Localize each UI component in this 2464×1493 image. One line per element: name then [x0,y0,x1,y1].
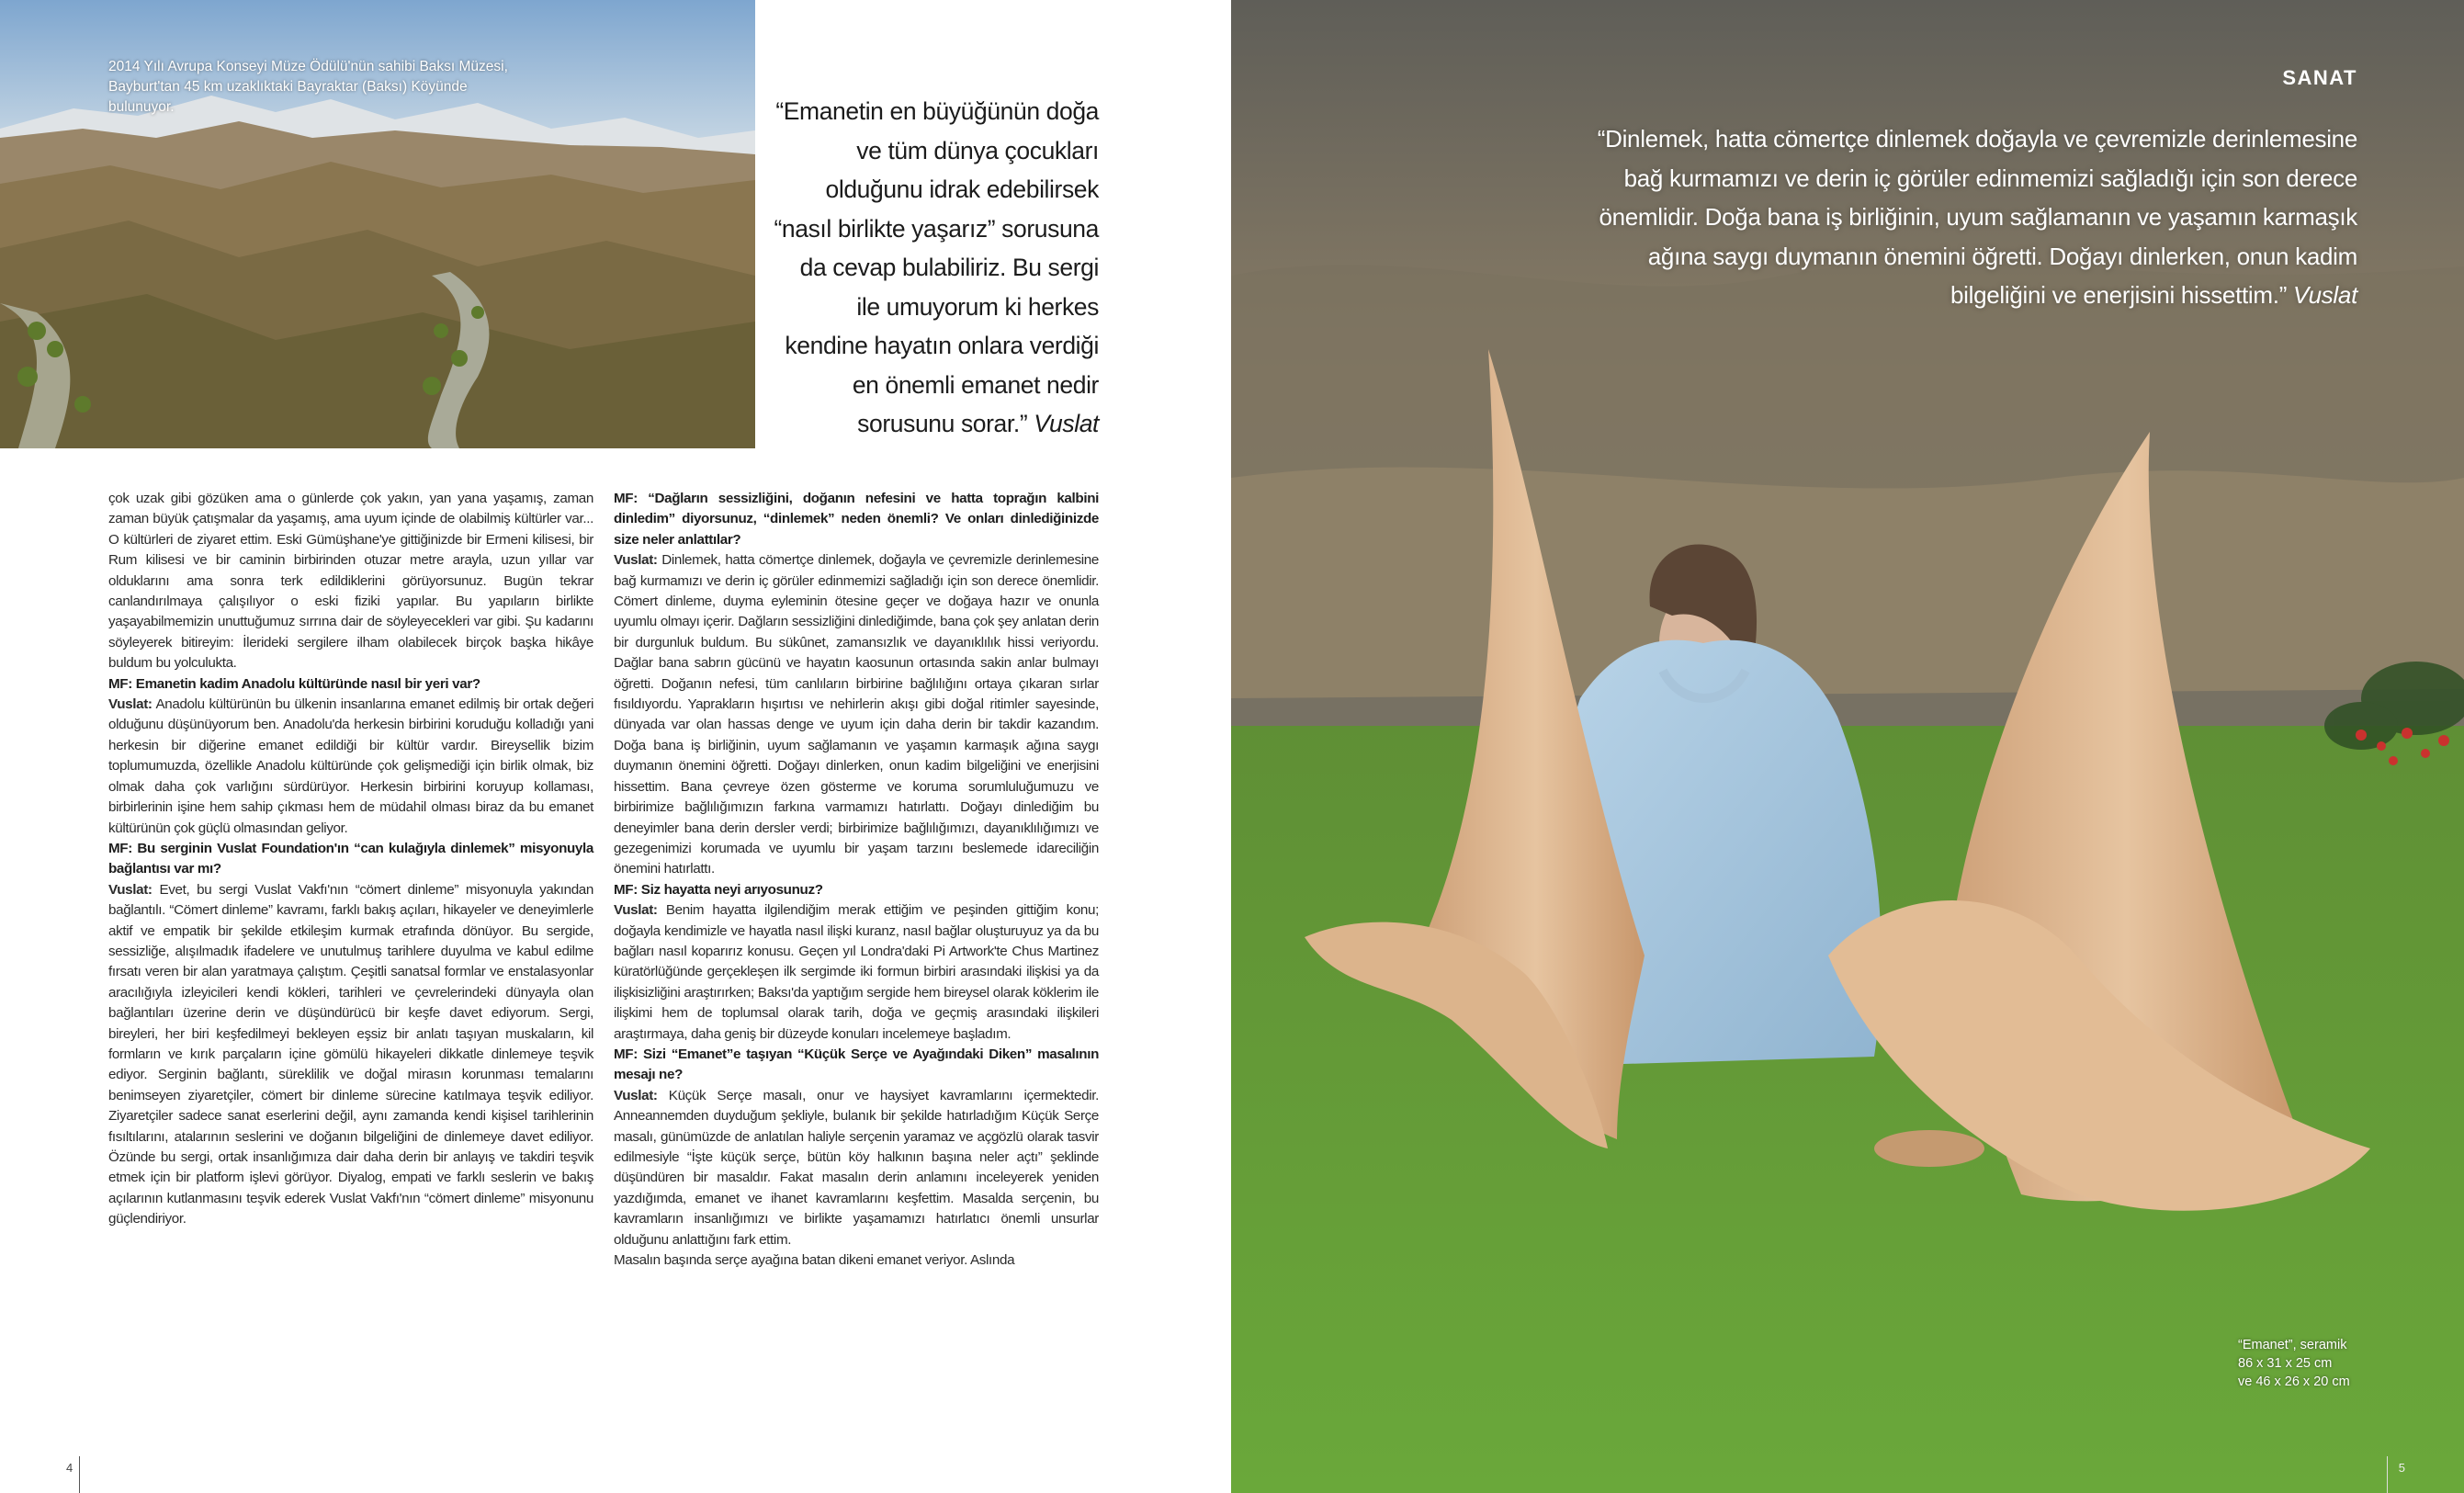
speaker-label: Vuslat: [614,1087,658,1103]
pull-quote-right [1567,119,2357,315]
interview-answer [614,1086,1099,1250]
section-label: SANAT [2282,66,2357,89]
article-column-right [614,489,1099,1271]
interview-question: MF: Bu serginin Vuslat Foundation'ın “can kulağıyla dinlemek” misyonuyla bağlantısı var mı? [108,840,593,877]
artwork-caption [2238,1336,2385,1391]
pull-quote-left [772,92,1099,444]
artwork-dimensions-2: ve 46 x 26 x 20 cm [2238,1374,2350,1389]
pull-quote-signature: Vuslat [1034,410,1099,437]
pull-quote-text: “Dinlemek, hatta cömertçe dinlemek doğayla ve çevremizle derinlemesine bağ kurmamızı ve derin iç görüler edinmemizi sağladığı için son derece önemlidir. Doğa bana iş birliğinin, uyum sağlamanın ve yaşamın karmaşık ağına saygı duymanın önemini öğretti. Doğayı dinlerken, onun kadim bilgeliğini ve enerjisini hissettim.” [1597,125,2357,309]
page-rule-right [2387,1456,2388,1493]
interview-answer [108,695,593,839]
answer-text: Evet, bu sergi Vuslat Vakfı'nın “cömert dinleme” misyonuyla yakından bağlantılı. “Cömert dinleme” kavramı, farklı bakış açıları, hikayeler ve deneyimlerle aktif ve empatik bir şekilde etkileşim kurmak etrafında dönüyor. Bu sergide, sessizliğe, alışılmadık ifadelere ve unutulmuş tarihlere duyulma ve kabul edilme fırsatı veren bir alan yaratmaya çalıştım. Çeşitli sanatsal formlar ve enstalasyonlar aracılığıyla izleyicileri kendi kökleri, tarihleri ve çevrelerindeki dünyayla olan bağlantıları üzerine derin ve düşündürücü bir keşfe davet ediyorum. Sergi, bireyleri, her biri keşfedilmeyi bekleyen eşsiz bir anlatı taşıyan muskaların, kil formların ve kırık parçaların içine gömülü hikayeleri dikkatle dinlemeye teşvik ediyor. Serginin bağlantı, süreklilik ve doğal mirasın korunması temalarını benimseyen ziyaretçiler, cömert bir dinleme sürecine katılmaya teşvik ediliyor. Ziyaretçiler sadece sanat eserlerini değil, aynı zamanda kendi kişisel tarihlerinin fısıltılarını, atalarının seslerini ve doğanın bilgeliğini de dinlemeye davet ediliyor. Özünde bu sergi, ortak insanlığımıza dair daha derin bir anlayış ve takdiri teşvik etmek için bir platform işlevi görüyor. Diyalog, empati ve farklı seslerin ve bakış açılarının kutlanmasını teşvik ederek Vuslat Vakfı'nın “cömert dinleme” misyonunu güçlendiriyor. [108,881,593,1227]
interview-question: MF: Emanetin kadim Anadolu kültüründe nasıl bir yeri var? [108,675,480,692]
speaker-label: Vuslat: [108,696,153,713]
answer-text: Dinlemek, hatta cömertçe dinlemek, doğayla ve çevremizle derinlemesine bağ kurmamızı ve derin iç görüler edinmemizi sağladığı için son derece önemlidir. Cömert dinleme, duyma eyleminin ötesine geçer ve doğaya hazır ve onunla uyumlu olmayı içerir. Dağların sessizliğini dinlediğimde, bana çok şey anlatan derin bir durgunluk buldum. Bu sükûnet, zamansızlık ve dayanıklılık hissi veriyordu. Dağlar bana sabrın gücünü ve hayatın kaosunun ortasında sakin anlar bulmayı öğretti. Doğanın nefesi, tüm canlıların birbirine bağlılığını ortaya çıkaran sırlar fısıldıyordu. Yaprakların hışırtısı ve nehirlerin akışı gibi doğal ritimler sayesinde, dünyada var olan hassas denge ve uyum için daha derin bir takdir kazandım. Doğa bana iş birliğinin, uyum sağlamanın ve yaşamın karmaşık ağına saygı duymanın önemini öğretti. Doğayı dinlerken, onun kadim bilgeliğini ve enerjisini hissettim. Bana çevreye özen gösterme ve koruma sorumluluğumuzu ve birbirimize bağlılığımızın farkına varmamızı hatırlattı. Doğayı dinlediğim bu deneyimler bana derin dersler verdi; birbirimize bağlılığımızı, dayanıklılığımızı ve gezegenimizi korumada ve uyumlu bir yaşam tarzını beslemede idareciliğin önemini hatırlattı. [614,552,1099,877]
interview-answer [108,880,593,1230]
interview-question: MF: Siz hayatta neyi arıyosunuz? [614,881,823,898]
interview-question: MF: Sizi “Emanet”e taşıyan “Küçük Serçe ve Ayağındaki Diken” masalının mesajı ne? [614,1046,1099,1083]
article-column-left [108,489,593,1230]
speaker-label: Vuslat: [614,552,658,569]
paragraph: Masalın başında serçe ayağına batan dikeni emanet veriyor. Aslında [614,1252,1015,1269]
page-rule-left [79,1456,80,1493]
interview-answer [614,550,1099,880]
interview-answer [614,900,1099,1045]
artwork-title: “Emanet”, seramik [2238,1338,2347,1352]
speaker-label: Vuslat: [614,902,658,919]
answer-text: Anadolu kültürünün bu ülkenin insanlarına emanet edilmiş bir ortak değeri olduğunu düşünüyorum ben. Anadolu'da herkesin birbirini koruduğu kolladığı yani herkesin bir diğerine emanet edildiği bir kültür vardır. Bireysellik bizim toplumumuzda, özellikle Anadolu kültüründe çok gelişmediği için birlik olmak, biz olmak daha çok varlığını sürdürüyor. Herkesin birbirini koruyup kollaması, birbirlerinin işine hem sahip çıkması hem de müdahil olması biraz da bu emanet kültürünün çok güçlü olmasından geliyor. [108,696,593,836]
pull-quote-signature: Vuslat [2293,281,2357,309]
photo-caption: 2014 Yılı Avrupa Konseyi Müze Ödülü'nün sahibi Baksı Müzesi, Bayburt'tan 45 km uzaklıktaki Bayraktar (Baksı) Köyünde bulunuyor. [108,59,508,115]
artwork-dimensions-1: 86 x 31 x 25 cm [2238,1356,2333,1371]
paragraph: çok uzak gibi gözüken ama o günlerde çok yakın, yan yana yaşamış, zaman zaman büyük çatışmalar da yaşamış, ama uyum içinde de olabilmiş kültürler var... O kültürleri de ziyaret ettim. Eski Gümüşhane'ye gittiğinizde bir Ermeni kilisesi, bir Rum kilisesi ve bir caminin birbirinden otuzar metre arayla, uzun yıllar var olduklarını ama sonra terk edildiklerini görüyorsunuz. Bugün tekrar canlandırılmaya çalışılıyor o eski fiziki yapılar. Bu yapıların birlikte yaşayabilmemizin unuttuğumuz sırrına dair de söyleyecekleri var gibi. Şu kadarını söyleyerek bitireyim: İlerideki sergilere ilham olabilecek birçok başka hikâye buldum bu yolculukta. [108,491,593,672]
pull-quote-text: “Emanetin en büyüğünün doğa ve tüm dünya çocukları olduğunu idrak edebilirsek “nasıl birlikte yaşarız” sorusuna da cevap bulabiliriz. Bu sergi ile umuyorum ki herkes kendine hayatın onlara verdiği en önemli emanet nedir sorusunu sorar.” [774,97,1099,437]
speaker-label: Vuslat: [108,881,153,898]
page-number-right: 5 [2398,1461,2405,1475]
page-number-left: 4 [66,1461,73,1475]
answer-text: Küçük Serçe masalı, onur ve haysiyet kavramlarını içermektedir. Anneannemden duyduğum şekliyle, bulanık bir şekilde hatırladığım Küçük Serçe masalı, günümüzde de anlatılan haliyle serçenin yaramaz ve açgözlü olarak tasvir edilmesiyle “İşte küçük serçe, bütün köy halkının başına neler açtı” şeklinde düşündüren bir masaldır. Fakat masalın derin anlamını inceleyerek yeniden yazdığımda, emanet ve ihanet kavramlarını keşfettim. Masalda serçenin, bu kavramların insanlığımızı ve birlikte yaşamamızı hatırlatıcı önemli unsurlar olduğunu anlattığını fark ettim. [614,1087,1099,1248]
answer-text: Benim hayatta ilgilendiğim merak ettiğim ve peşinden gittiğim konu; doğayla kendimizle ve hayatla nasıl ilişki kuranz, nasıl bağlar oluşturuyuz ya da bu bağları nasıl koparırız konusu. Geçen yıl Londra'daki Pi Artwork'te Chus Martinez küratörlüğünde gerçekleşen ilk sergimde iki formun birbiri arasındaki ilişkisi ya da ilişkisizliğini araştırırken; Baksı'da yaptığım sergide hem bireysel olarak köklerim ile ilişkimi hem de toplumsal olarak tarih, doğa ve geçmiş arasındaki ilişkileri araştırmaya, daha geniş bir düzeyde konuları incelemeye başladım. [614,902,1099,1042]
interview-question: MF: “Dağların sessizliğini, doğanın nefesini ve hatta toprağın kalbini dinledim” diyorsunuz, “dinlemek” neden önemli? Ve onları dinlediğinizde size neler anlattılar? [614,491,1099,548]
